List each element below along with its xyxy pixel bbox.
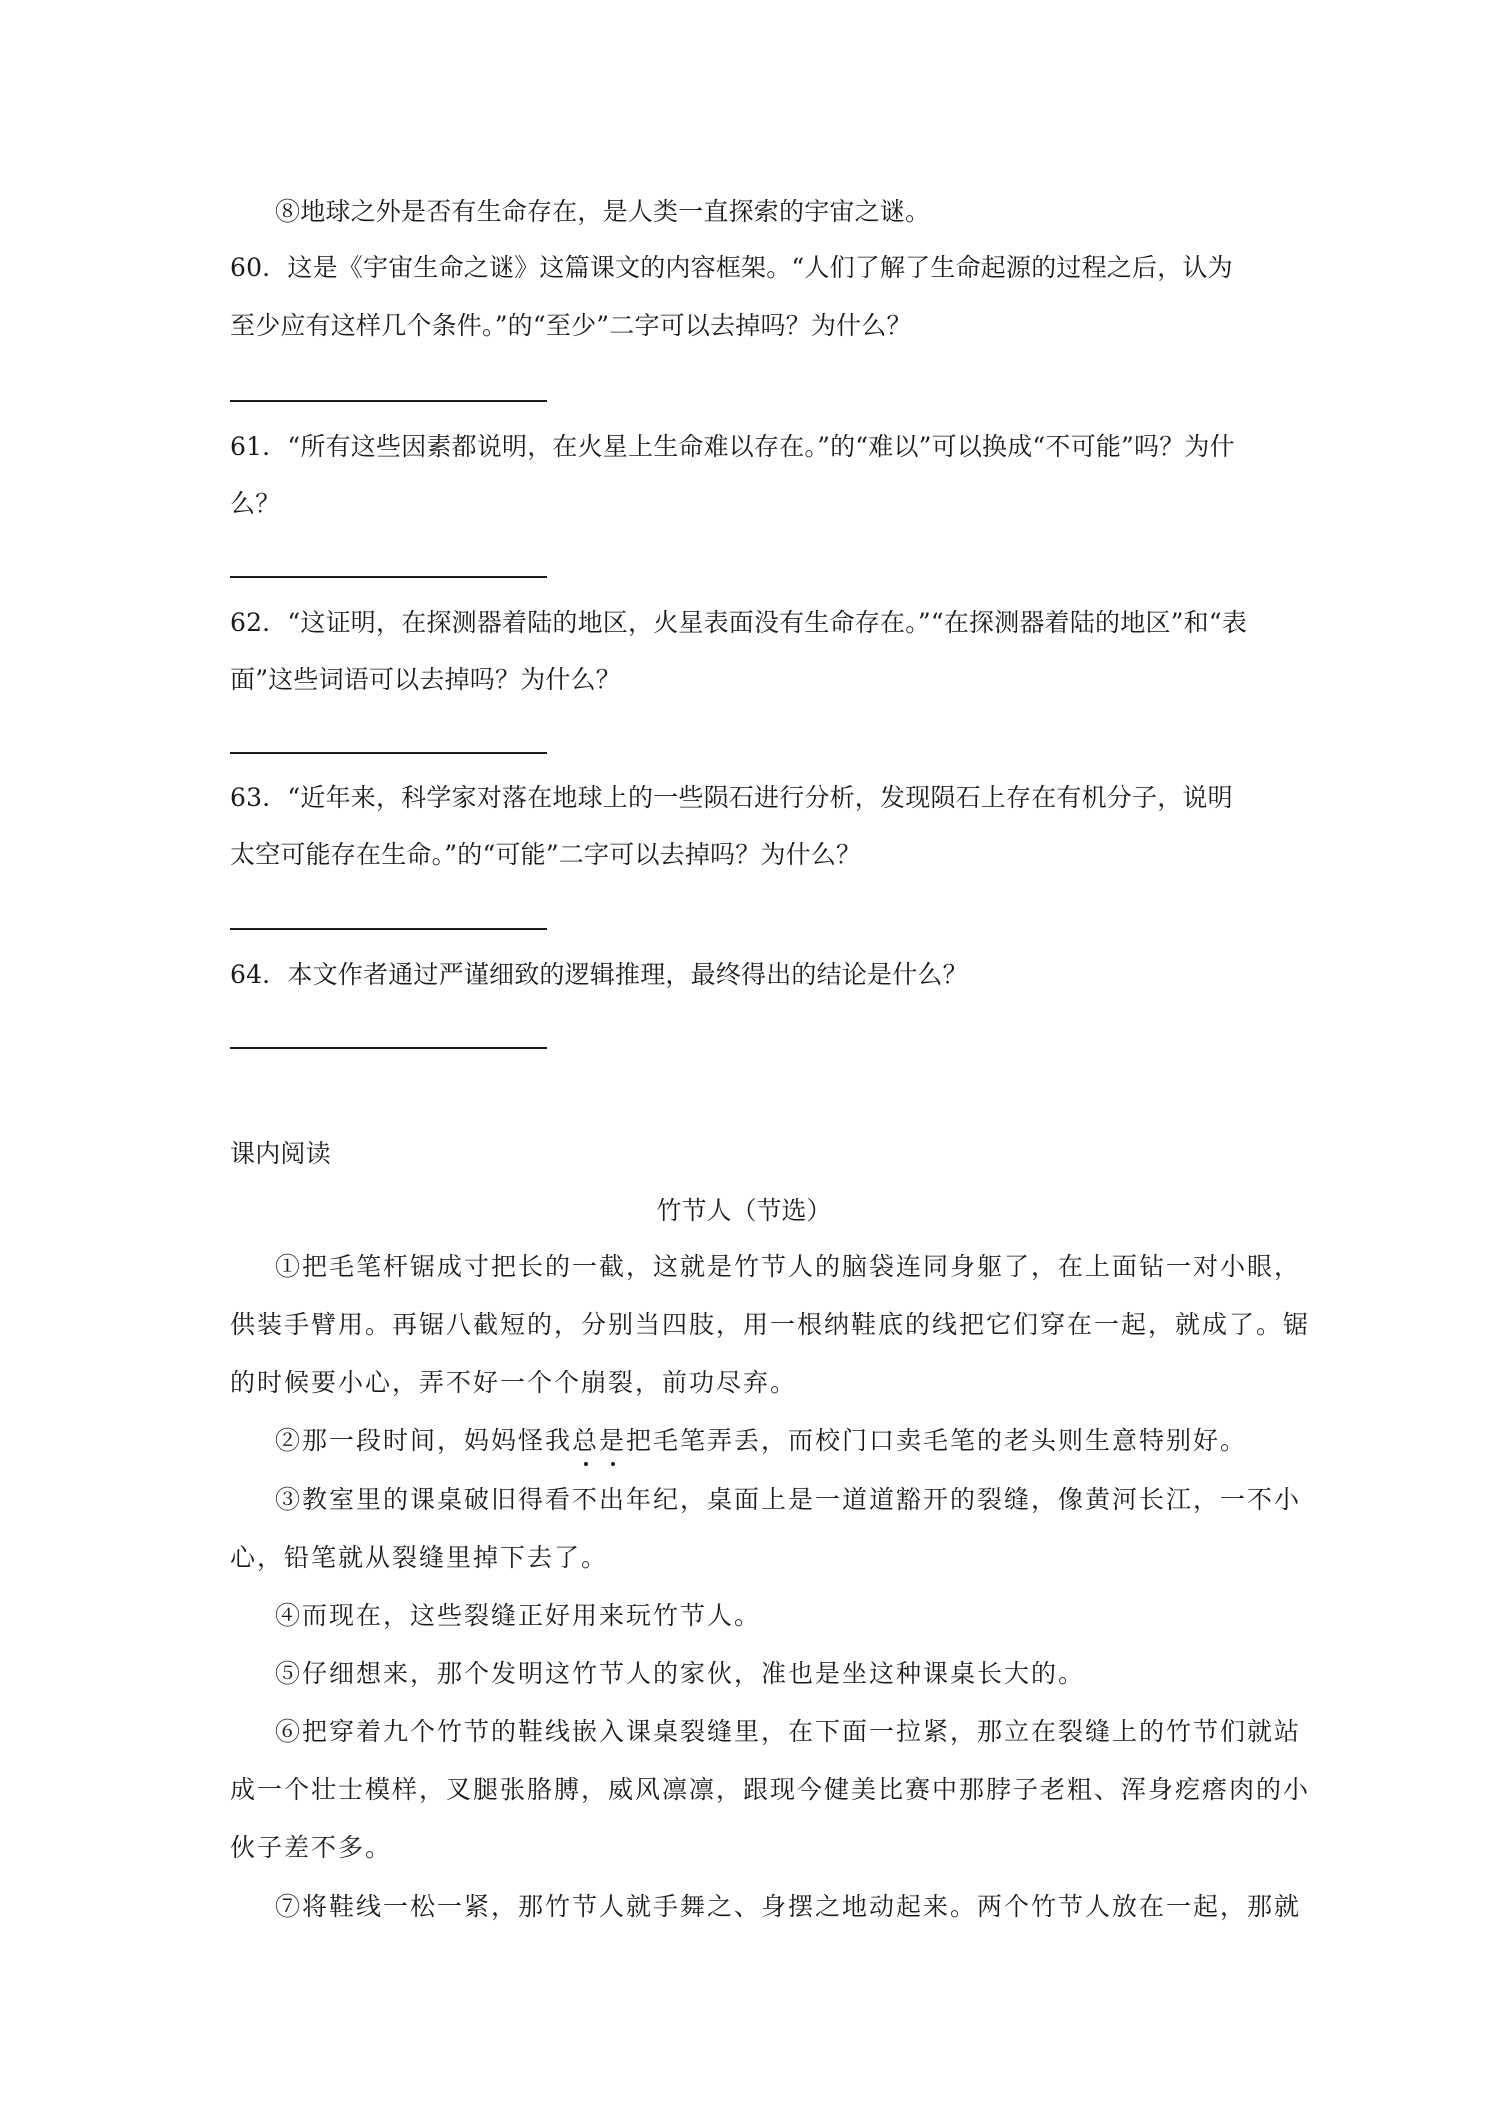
question-62-line-1: 62．“这证明，在探测器着陆的地区，火星表面没有生命存在。”“在探测器着陆的地区”和“表 (230, 608, 1248, 637)
passage-p2 (275, 1424, 1325, 1458)
emphasis-char-1: 总 (572, 1424, 599, 1458)
passage-p1-line-1: ①把毛笔杆锯成寸把长的一截，这就是竹节人的脑袋连同身躯了，在上面钻一对小眼， (275, 1252, 1302, 1281)
question-62-line-2: 面”这些词语可以去掉吗？为什么？ (230, 665, 621, 694)
answer-line-64[interactable] (230, 1047, 547, 1049)
section-heading: 课内阅读 (230, 1139, 331, 1168)
question-61-line-2: 么？ (230, 489, 281, 518)
passage-p3-line-2: 心，铅笔就从裂缝里掉下去了。 (230, 1543, 609, 1572)
paragraph-8: ⑧地球之外是否有生命存在，是人类一直探索的宇宙之谜。 (275, 197, 931, 226)
passage-p2-before: ②那一段时间，妈妈怪我 (275, 1426, 573, 1455)
question-63-line-1: 63．“近年来，科学家对落在地球上的一些陨石进行分析，发现陨石上存在有机分子，说明 (230, 783, 1233, 812)
answer-line-60[interactable] (230, 400, 547, 402)
question-60-line-2: 至少应有这样几个条件。”的“至少”二字可以去掉吗？为什么？ (230, 311, 912, 340)
passage-p1-line-3: 的时候要小心，弄不好一个个崩裂，前功尽弃。 (230, 1368, 798, 1397)
passage-p4: ④而现在，这些裂缝正好用来玩竹节人。 (275, 1601, 762, 1630)
passage-p2-after: 把毛笔弄丢，而校门口卖毛笔的老头则生意特别好。 (626, 1426, 1248, 1455)
question-64-line-1: 64．本文作者通过严谨细致的逻辑推理，最终得出的结论是什么？ (230, 960, 968, 989)
passage-p3-line-1: ③教室里的课桌破旧得看不出年纪，桌面上是一道道豁开的裂缝，像黄河长江，一不小 (275, 1485, 1302, 1514)
answer-line-61[interactable] (230, 576, 547, 578)
passage-p1-line-2: 供装手臂用。再锯八截短的，分别当四肢，用一根纳鞋底的线把它们穿在一起，就成了。锯 (230, 1310, 1311, 1339)
emphasis-char-2: 是 (599, 1424, 626, 1458)
question-60-line-1: 60．这是《宇宙生命之谜》这篇课文的内容框架。“人们了解了生命起源的过程之后，认为 (230, 253, 1233, 282)
passage-p7-line-1: ⑦将鞋线一松一紧，那竹节人就手舞之、身摆之地动起来。两个竹节人放在一起，那就 (275, 1892, 1302, 1921)
passage-p6-line-3: 伙子差不多。 (230, 1833, 393, 1862)
answer-line-63[interactable] (230, 928, 547, 930)
question-63-line-2: 太空可能存在生命。”的“可能”二字可以去掉吗？为什么？ (230, 840, 862, 869)
passage-title: 竹节人（节选） (656, 1196, 832, 1225)
passage-p6-line-2: 成一个壮士模样，叉腿张胳膊，威风凛凛，跟现今健美比赛中那脖子老粗、浑身疙瘩肉的小 (230, 1775, 1311, 1804)
answer-line-62[interactable] (230, 752, 547, 754)
passage-p5: ⑤仔细想来，那个发明这竹节人的家伙，准也是坐这种课桌长大的。 (275, 1659, 1086, 1688)
passage-p6-line-1: ⑥把穿着九个竹节的鞋线嵌入课桌裂缝里，在下面一拉紧，那立在裂缝上的竹节们就站 (275, 1717, 1302, 1746)
question-61-line-1: 61．“所有这些因素都说明，在火星上生命难以存在。”的“难以”可以换成“不可能”吗？为什 (230, 432, 1235, 461)
